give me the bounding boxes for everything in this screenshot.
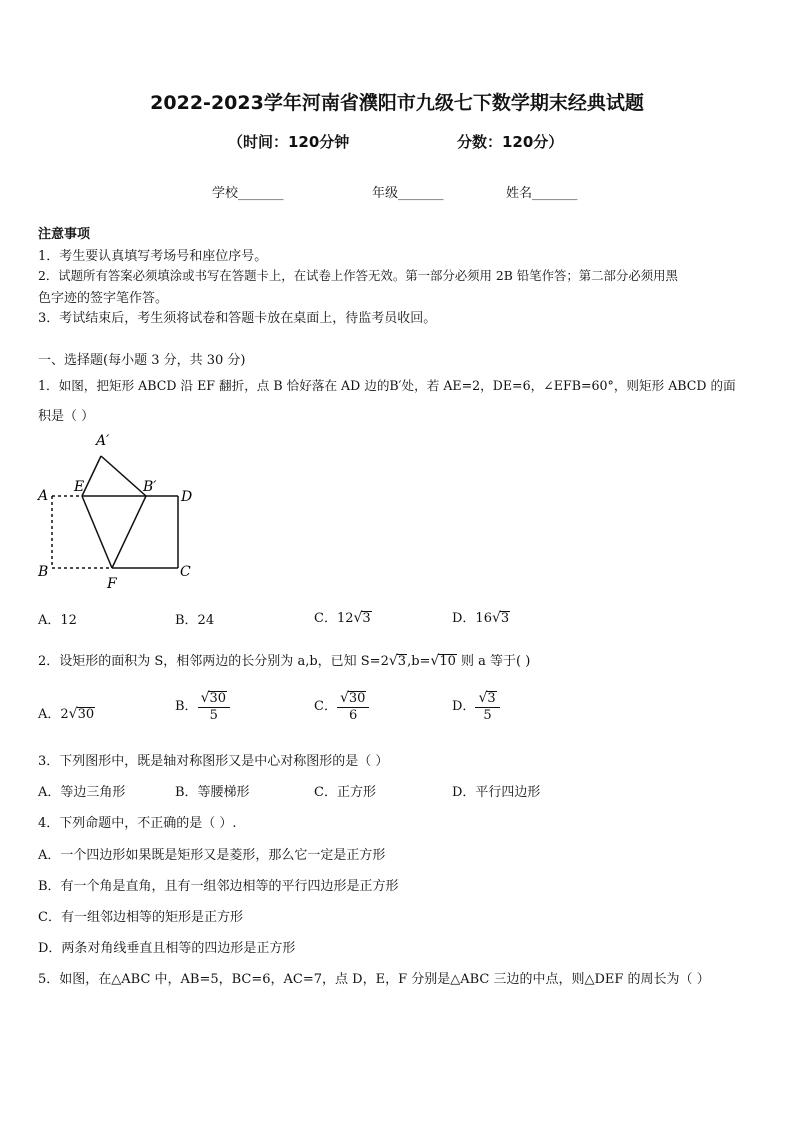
- label-e: E: [74, 479, 85, 495]
- page-title: 2022-2023学年河南省濮阳市九级七下数学期末经典试题: [150, 92, 644, 114]
- q1-option-d: D．16√3: [452, 610, 510, 626]
- grade-field: 年级_______: [372, 186, 444, 201]
- fold-line-ef: [82, 496, 112, 568]
- section-heading: 一、选择题(每小题 3 分，共 30 分): [38, 353, 246, 368]
- label-b: B: [38, 564, 49, 580]
- note-2-line-1: 2．试题所有答案必须填涂或书写在答题卡上，在试卷上作答无效。第一部分必须用 2B 铅笔作答；第二部分必须用黑: [38, 268, 678, 283]
- q4-option-b: B．有一个角是直角，且有一组邻边相等的平行四边形是正方形: [38, 879, 399, 894]
- notes-heading: 注意事项: [38, 227, 91, 242]
- note-1: 1．考生要认真填写考场号和座位序号。: [38, 249, 268, 264]
- name-field: 姓名_______: [506, 186, 578, 201]
- q1-option-a: A．12: [38, 613, 77, 628]
- label-a: A: [38, 488, 49, 504]
- total-score: 分数：120分）: [457, 133, 564, 151]
- q3-option-a: A．等边三角形: [38, 785, 126, 800]
- label-c: C: [180, 564, 191, 580]
- q4-stem: 4．下列命题中，不正确的是（ ）.: [38, 816, 237, 831]
- q2-stem: 2．设矩形的面积为 S，相邻两边的长分别为 a,b，已知 S=2√3,b=√10 则 a 等于( ): [38, 653, 531, 669]
- q2-option-a: A．2√30: [38, 706, 95, 722]
- q3-option-c: C．正方形: [314, 785, 376, 800]
- q5-stem: 5．如图，在△ABC 中，AB=5，BC=6，AC=7，点 D，E，F 分别是△ABC 三边的中点，则△DEF 的周长为（ ）: [38, 972, 710, 987]
- q2-option-d: D． $\frac{√3}{5}$: [452, 690, 500, 723]
- q4-option-d: D．两条对角线垂直且相等的四边形是正方形: [38, 941, 296, 956]
- q2-option-c: C． $\frac{√30}{6}$: [314, 690, 369, 723]
- time-limit: （时间：120分钟: [228, 133, 350, 151]
- q3-stem: 3．下列图形中，既是轴对称图形又是中心对称图形的是（ ）: [38, 754, 389, 769]
- segment-apbp: [101, 456, 146, 496]
- q3-option-d: D．平行四边形: [452, 785, 541, 800]
- label-aprime: A′: [96, 433, 110, 449]
- school-field: 学校_______: [212, 186, 284, 201]
- segment-eap: [82, 456, 101, 496]
- note-3: 3．考试结束后，考生须将试卷和答题卡放在桌面上，待监考员收回。: [38, 311, 437, 326]
- q4-option-a: A．一个四边形如果既是矩形又是菱形，那么它一定是正方形: [38, 848, 386, 863]
- q4-option-c: C．有一组邻边相等的矩形是正方形: [38, 910, 243, 925]
- q3-option-b: B．等腰梯形: [175, 785, 250, 800]
- label-bprime: B′: [143, 479, 157, 495]
- q2-option-b: B． $\frac{√30}{5}$: [175, 690, 230, 723]
- label-d: D: [181, 489, 193, 505]
- q1-option-b: B．24: [175, 613, 215, 628]
- label-f: F: [107, 576, 117, 592]
- q1-stem-line-1: 1．如图，把矩形 ABCD 沿 EF 翻折，点 B 恰好落在 AD 边的B′处，若 AE=2，DE=6，∠EFB=60°，则矩形 ABCD 的面: [38, 378, 736, 393]
- q1-stem-line-2: 积是（ ）: [38, 409, 95, 424]
- q1-option-c: C．12√3: [314, 610, 371, 626]
- q1-figure: [30, 428, 200, 594]
- segment-fbp: [112, 496, 146, 568]
- note-2-line-2: 色字迹的签字笔作答。: [38, 291, 169, 306]
